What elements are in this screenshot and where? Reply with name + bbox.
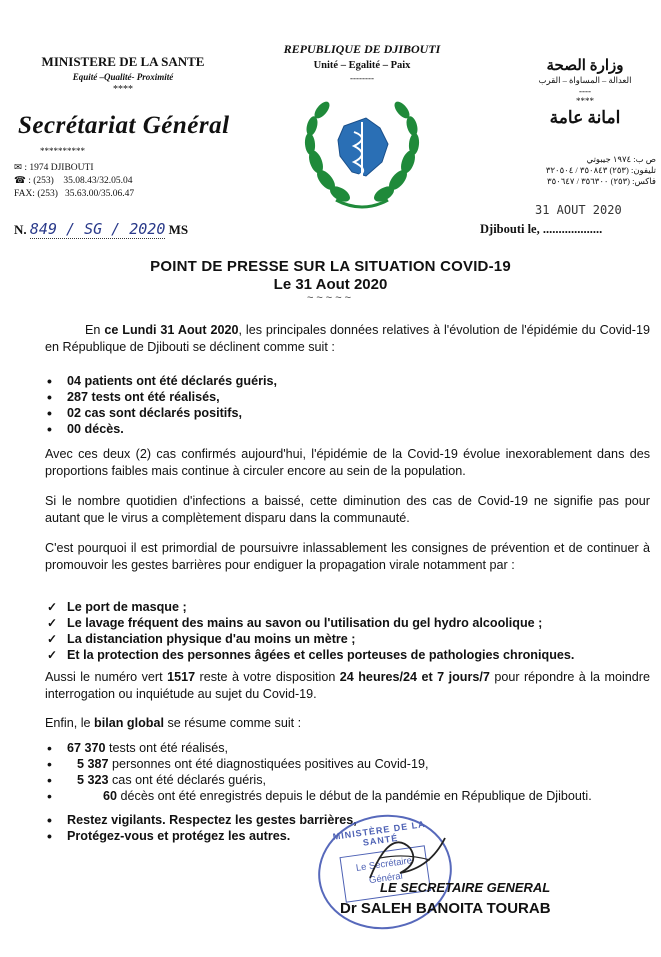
list-item: • 287 tests ont été réalisés, (45, 389, 655, 405)
signatory-role: LE SECRETAIRE GENERAL (380, 880, 551, 895)
header-center (272, 42, 452, 83)
office-divider: ********** (40, 146, 85, 156)
divider-ar: ---- (579, 86, 591, 96)
list-item: • 04 patients ont été déclarés guéris, (45, 373, 655, 389)
intro-date: ce Lundi 31 Aout 2020 (104, 323, 239, 337)
list-item: ✓ Le lavage fréquent des mains au savon ou l'utilisation du gel hydro alcoolique ; (45, 615, 655, 631)
hotline-paragraph: Aussi le numéro vert 1517 reste à votre disposition 24 heures/24 et 7 jours/7 pour répondre à la moindre interrogation ou inquiétude au sujet du Covid-19. (45, 670, 650, 701)
stamp-center: Le Secrétaire Général (339, 845, 431, 903)
contact-line-ar: فاكس: (٢٥٣) ٣٥٦٣٠٠ / ٣٥٠٦٤٧ (547, 176, 656, 186)
header-right (510, 56, 660, 128)
contact-line: ✉ : 1974 DJIBOUTI (14, 163, 94, 173)
ministry-motto-ar: العدالة – المساواة – القرب (538, 75, 632, 85)
office-title-ar: امانة عامة (549, 108, 621, 127)
list-item: • Restez vigilants. Respectez les gestes barrières, (45, 812, 655, 828)
ministry-name-ar: وزارة الصحة (546, 58, 624, 74)
handwritten-ref: 849 / SG / 2020 (29, 220, 166, 238)
stars-ar: **** (576, 96, 594, 106)
contact-line: FAX: (253) 35.63.00/35.06.47 (14, 189, 135, 199)
summary-intro: Enfin, le bilan global se résume comme suit : (45, 716, 302, 730)
document-title: POINT DE PRESSE SUR LA SITUATION COVID-19 (150, 258, 511, 275)
daily-stats-list (45, 373, 655, 437)
reference-number: N. 849 / SG / 2020 MS (14, 220, 189, 238)
center-divider: -------- (350, 73, 374, 83)
title-ornament: ~~~~~ (306, 292, 355, 304)
stamp-ring-text: MINISTÈRE DE LA SANTÉ (332, 818, 427, 848)
list-item: • 5 387 personnes ont été diagnostiquées positives au Covid-19, (45, 756, 655, 772)
document-subtitle: Le 31 Aout 2020 (273, 276, 388, 293)
hotline-hours: 24 heures/24 et 7 jours/7 (339, 670, 490, 684)
contact-block (14, 162, 134, 201)
hotline-number: 1517 (167, 670, 196, 684)
intro-paragraph: En ce Lundi 31 Aout 2020, les principales données relatives à l'évolution de l'épidémie du Covid-19 en République de Djibouti se déclinent comme suit : (45, 323, 650, 354)
republic-motto: Unité – Egalité – Paix (313, 60, 411, 71)
list-item: • 67 370 tests ont été réalisés, (45, 740, 655, 756)
contact-line: ☎ : (253) 35.08.43/32.05.04 (14, 176, 133, 186)
contact-block-ar (490, 154, 656, 187)
contact-line-ar: ص ب: ١٩٧٤ جيبوتي (586, 154, 656, 164)
barrier-measures-list (45, 599, 655, 663)
contact-line-ar: تليفون: (٢٥٣) ٣٥٠٨٤٣ / ٣٢٠٥٠٤ (545, 165, 656, 175)
ministry-motto: Equité –Qualité- Proximité (72, 72, 174, 82)
republic-name: REPUBLIQUE DE DJIBOUTI (283, 42, 441, 56)
paragraph: Avec ces deux (2) cas confirmés aujourd'hui, l'épidémie de la Covid-19 évolue inexorablement dans des proportions faibles mais continue à circuler encore au sein de la population. (45, 447, 650, 478)
list-item: • 02 cas sont déclarés positifs, (45, 405, 655, 421)
date-stamp: 31 AOUT 2020 (535, 203, 622, 217)
ministry-name: MINISTERE DE LA SANTE (41, 54, 205, 69)
list-item: ✓ La distanciation physique d'au moins un mètre ; (45, 631, 655, 647)
list-item: ✓ Et la protection des personnes âgées et celles porteuses de pathologies chroniques. (45, 647, 655, 663)
list-item: • 00 décès. (45, 421, 655, 437)
paragraph: Si le nombre quotidien d'infections a baissé, cette diminution des cas de Covid-19 ne signifie pas pour autant que le virus a complètement disparu dans la communauté. (45, 494, 650, 525)
list-item: • 5 323 cas ont été déclarés guéris, (45, 772, 655, 788)
list-item: • Protégez-vous et protégez les autres. (45, 828, 655, 844)
list-item: ✓ Le port de masque ; (45, 599, 655, 615)
office-title: Secrétariat Général (18, 112, 230, 139)
paragraph: C'est pourquoi il est primordial de poursuivre inlassablement les consignes de prévention et de continuer à promouvoir les gestes barrières pour endiguer la propagation virale notamment par : (45, 541, 650, 572)
header-left (18, 54, 228, 95)
stars: **** (113, 84, 133, 95)
global-stats-list (45, 740, 655, 804)
list-item: • 60 décès ont été enregistrés depuis le début de la pandémie en République de Djibouti. (45, 788, 655, 804)
date-label: Djibouti le, ................... (480, 222, 603, 236)
national-emblem (296, 92, 428, 220)
signatory-name: Dr SALEH BANOITA TOURAB (340, 900, 551, 917)
